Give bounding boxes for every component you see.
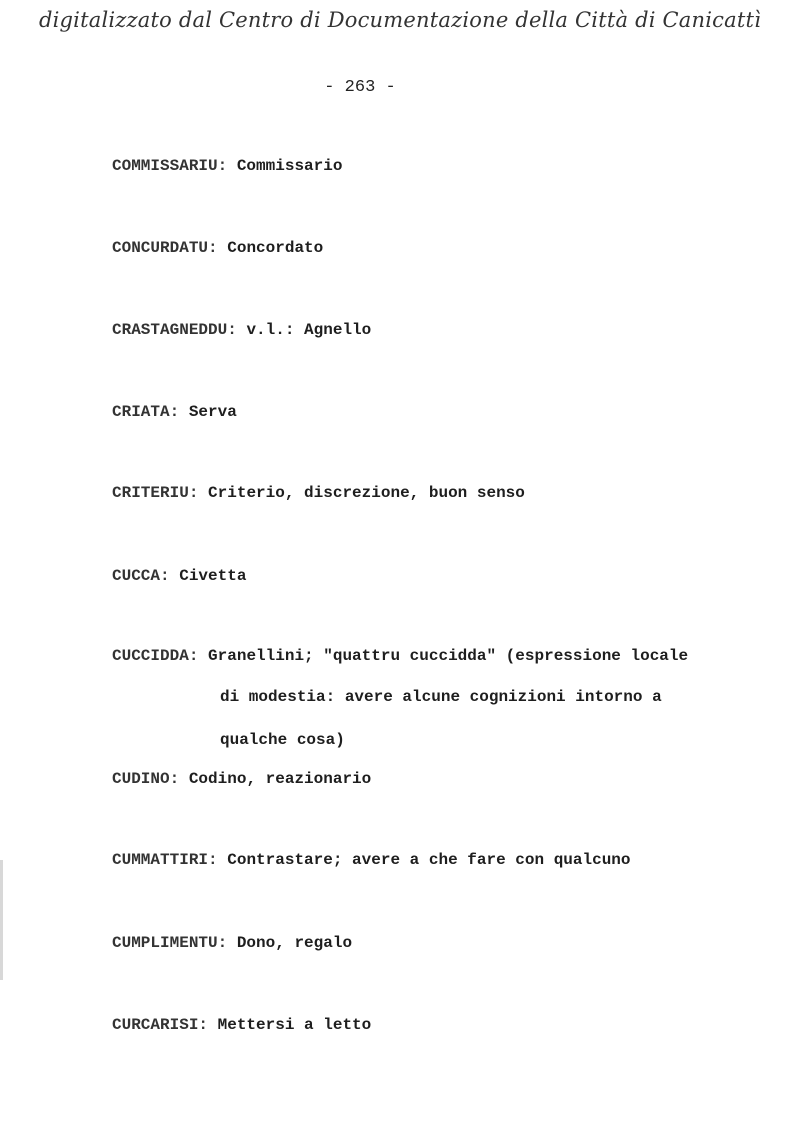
entry-term: CUCCA: — [112, 567, 170, 585]
entry-term: CRASTAGNEDDU: — [112, 321, 237, 339]
entry-term: CUMPLIMENTU: — [112, 934, 228, 952]
entry-definition: Granellini; "quattru cuccidda" (espressione locale — [208, 647, 689, 665]
entry-term: CONCURDATU: — [112, 239, 218, 257]
glossary-entry — [112, 402, 237, 422]
entry-term: CUMMATTIRI: — [112, 851, 218, 869]
page-number: - 263 - — [324, 78, 396, 97]
glossary-entry — [112, 156, 342, 176]
entry-definition: Concordato — [227, 239, 324, 257]
entry-term: CUDINO: — [112, 770, 180, 788]
entry-definition: Codino, reazionario — [188, 770, 372, 788]
digitization-watermark: digitalizzato dal Centro di Documentazione della Città di Canicattì — [38, 8, 762, 32]
entry-definition-continuation: di modestia: avere alcune cognizioni intorno a — [220, 688, 662, 706]
entry-definition: v.l.: Agnello — [246, 321, 372, 339]
entry-term: COMMISSARIU: — [112, 157, 228, 175]
glossary-entry — [112, 769, 371, 789]
glossary-entry — [112, 320, 371, 340]
entry-term: CUCCIDDA: — [112, 647, 199, 665]
entry-definition: Mettersi a letto — [217, 1016, 372, 1034]
entry-term: CRITERIU: — [112, 484, 199, 502]
glossary-entry — [112, 483, 525, 503]
scan-edge-shadow — [0, 860, 3, 980]
glossary-entry — [112, 566, 246, 586]
glossary-entry — [112, 1015, 371, 1035]
glossary-entry — [112, 933, 352, 953]
entry-definition: Commissario — [236, 157, 343, 175]
entry-definition: Serva — [188, 403, 237, 421]
entry-definition: Contrastare; avere a che fare con qualcuno — [227, 851, 631, 869]
entry-definition-continuation: qualche cosa) — [220, 731, 345, 749]
glossary-entry — [112, 238, 323, 258]
entry-definition: Criterio, discrezione, buon senso — [208, 484, 525, 502]
entry-term: CURCARISI: — [112, 1016, 209, 1034]
entry-term: CRIATA: — [112, 403, 180, 421]
glossary-entry — [112, 646, 688, 666]
glossary-entry — [112, 850, 631, 870]
entry-definition: Dono, regalo — [236, 934, 353, 952]
entry-definition: Civetta — [179, 567, 247, 585]
